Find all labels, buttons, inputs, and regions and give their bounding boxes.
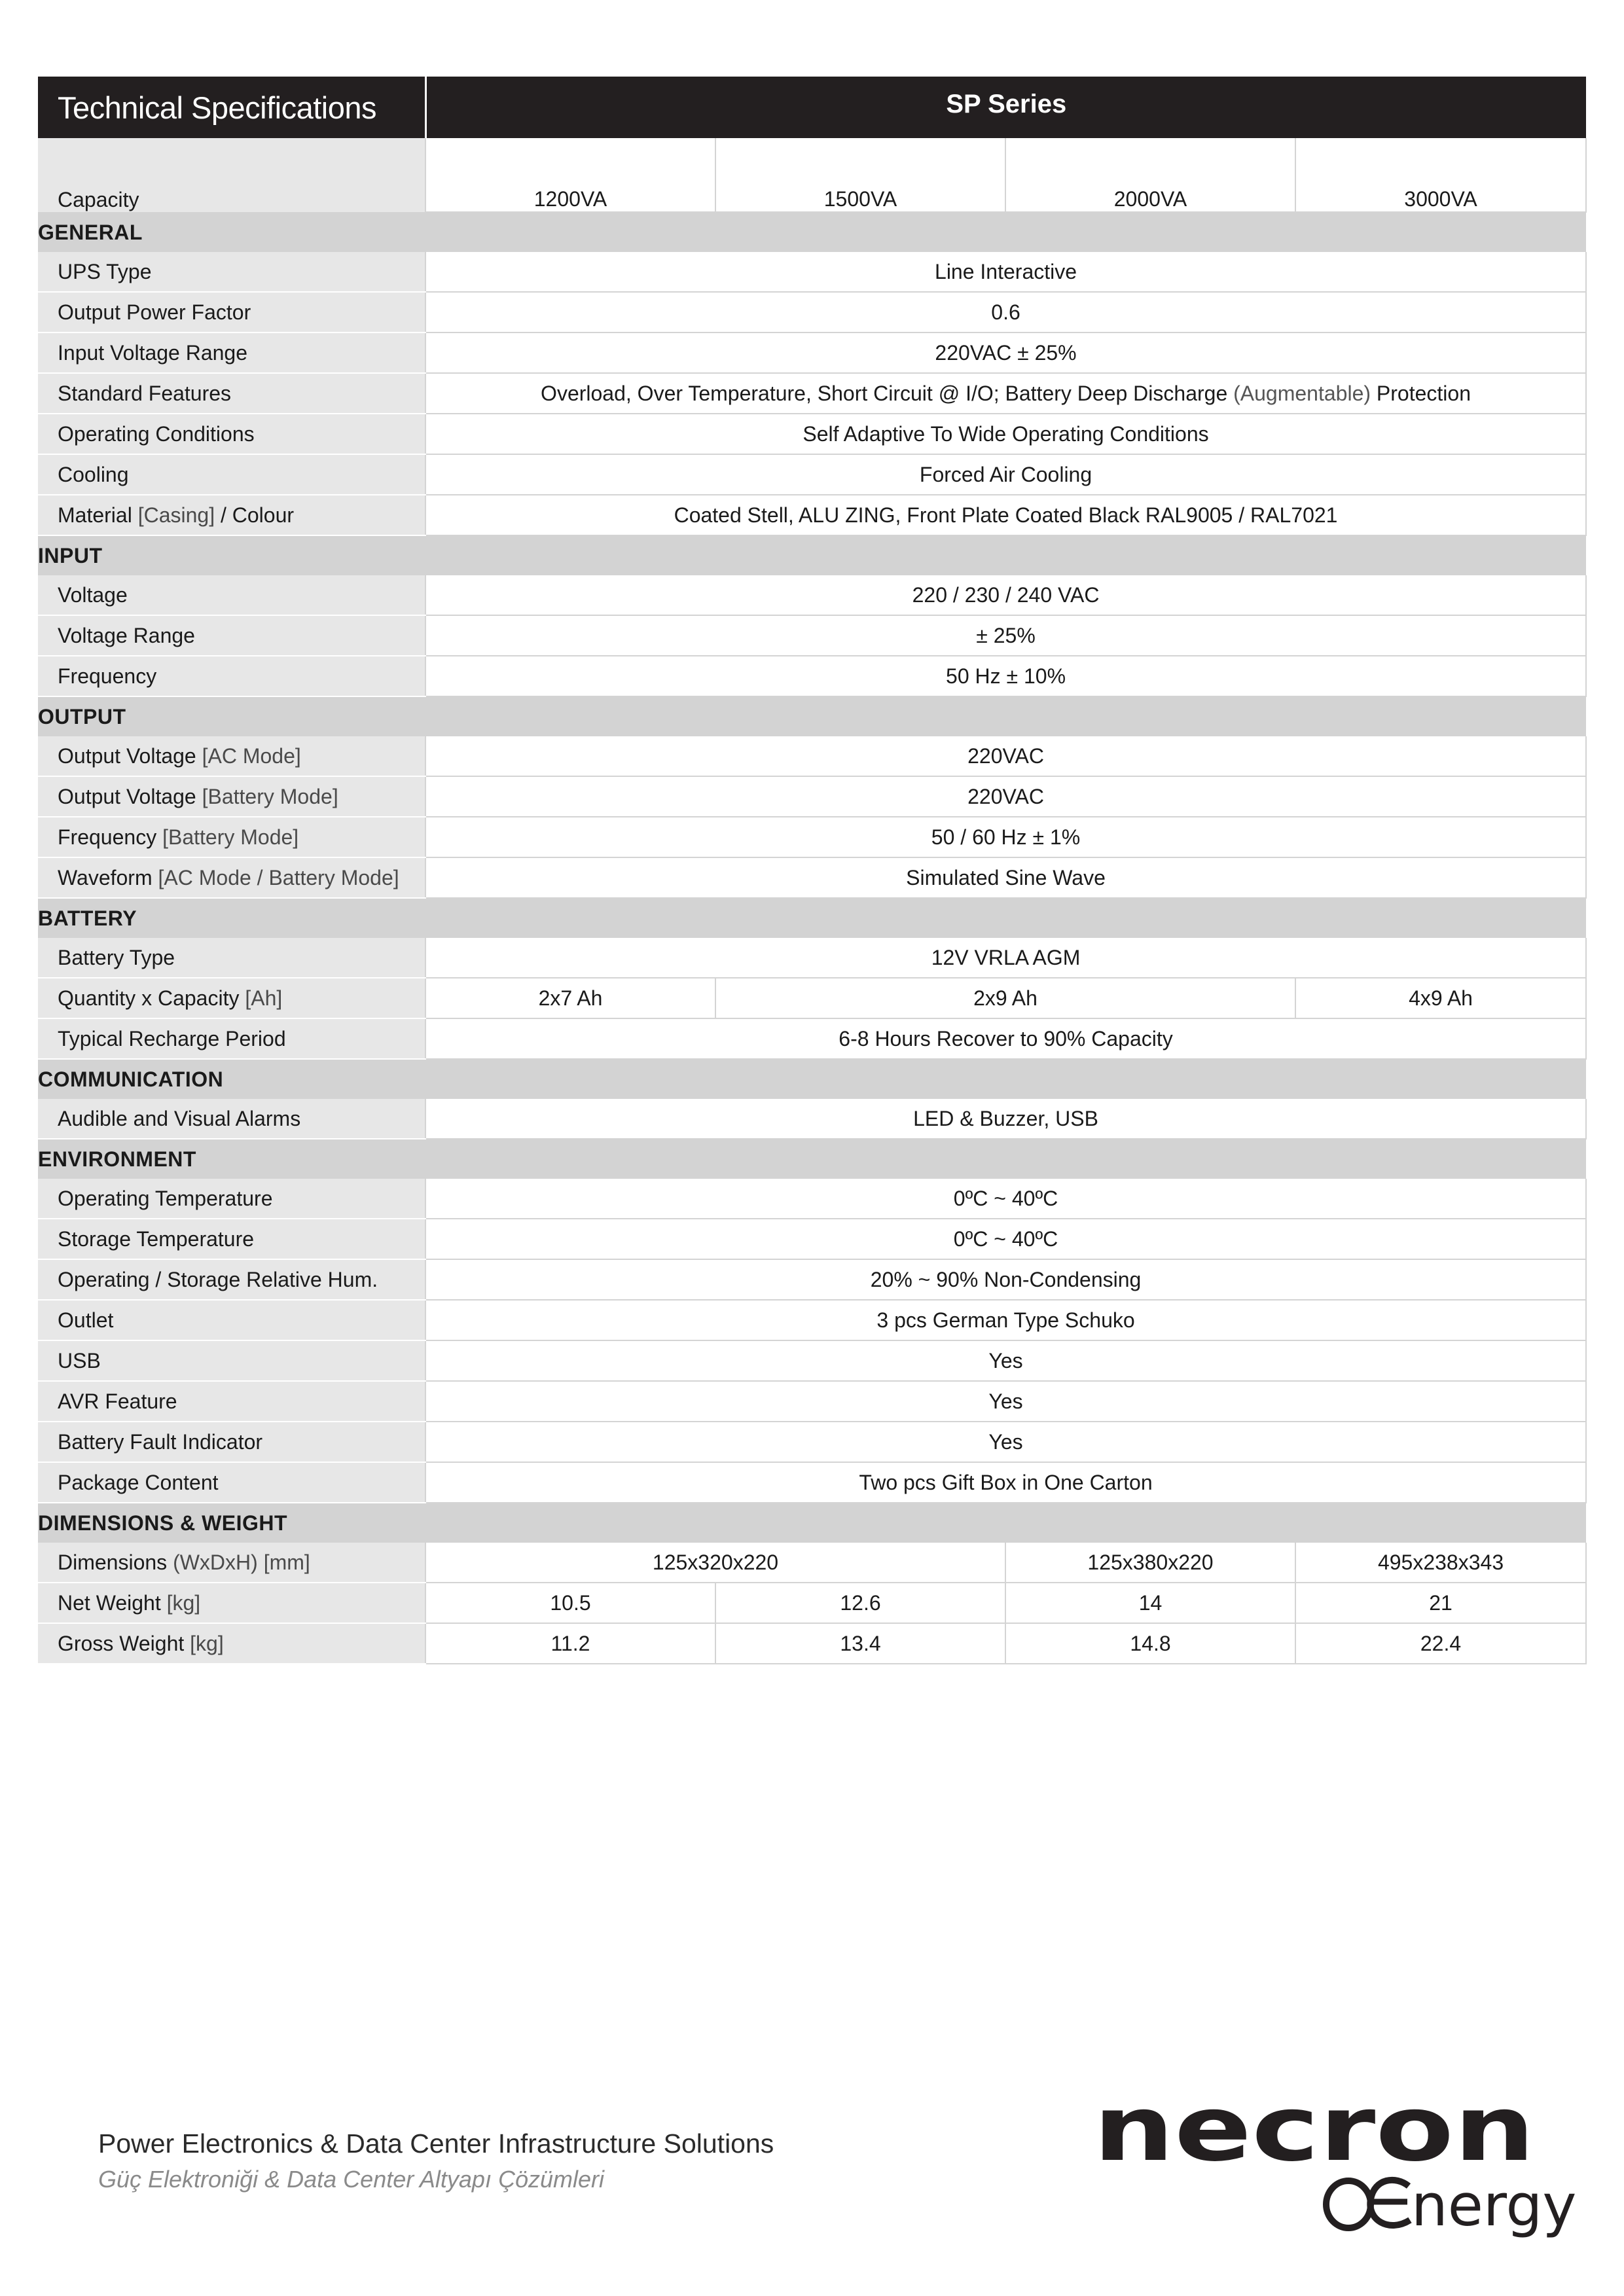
row-value: 4x9 Ah — [1295, 978, 1586, 1018]
row-value: 14 — [1005, 1583, 1295, 1623]
row-value: 6-8 Hours Recover to 90% Capacity — [425, 1018, 1586, 1059]
section-title: COMMUNICATION — [38, 1059, 1586, 1099]
capacity-row — [38, 138, 1586, 212]
row-value — [425, 373, 1586, 414]
label-part: Quantity x Capacity — [58, 986, 245, 1010]
table-row — [38, 1623, 1586, 1664]
model-1500va: 1500VA — [715, 138, 1005, 212]
value-part: Protection — [1371, 381, 1471, 405]
label-note: [AC Mode / Battery Mode] — [158, 865, 399, 889]
series-title: SP Series — [425, 77, 1586, 138]
row-label: Outlet — [38, 1300, 425, 1340]
row-value: 220VAC — [425, 776, 1586, 817]
row-label: USB — [38, 1340, 425, 1381]
row-value: LED & Buzzer, USB — [425, 1099, 1586, 1139]
row-value: Yes — [425, 1422, 1586, 1462]
label-part: Net Weight — [58, 1590, 167, 1615]
row-value: Yes — [425, 1340, 1586, 1381]
row-label — [38, 495, 425, 535]
label-note: [AC Mode] — [202, 744, 301, 768]
section-output — [38, 696, 1586, 736]
table-row — [38, 1422, 1586, 1462]
row-label: Frequency — [38, 656, 425, 696]
row-label: Storage Temperature — [38, 1219, 425, 1259]
section-input — [38, 535, 1586, 575]
section-environment — [38, 1139, 1586, 1179]
footer-tagline-tr: Güç Elektroniği & Data Center Altyapı Çözümleri — [98, 2166, 604, 2193]
row-value: 220 / 230 / 240 VAC — [425, 575, 1586, 615]
section-title: DIMENSIONS & WEIGHT — [38, 1503, 1586, 1543]
logo-suffix: nergy — [1411, 2172, 1577, 2239]
row-label: UPS Type — [38, 252, 425, 292]
section-communication — [38, 1059, 1586, 1099]
table-header — [38, 77, 1586, 138]
table-row — [38, 252, 1586, 292]
row-label — [38, 1623, 425, 1664]
model-3000va: 3000VA — [1295, 138, 1586, 212]
label-note: (WxDxH) [mm] — [173, 1550, 310, 1574]
table-row — [38, 938, 1586, 978]
row-value: 10.5 — [425, 1583, 715, 1623]
row-label: Output Power Factor — [38, 292, 425, 332]
row-label: Cooling — [38, 454, 425, 495]
spec-sheet — [38, 77, 1586, 1664]
section-battery — [38, 898, 1586, 938]
capacity-label: Capacity — [38, 138, 425, 212]
row-value: Simulated Sine Wave — [425, 857, 1586, 898]
row-value: 2x7 Ah — [425, 978, 715, 1018]
row-value: 3 pcs German Type Schuko — [425, 1300, 1586, 1340]
table-row — [38, 373, 1586, 414]
table-row — [38, 1018, 1586, 1059]
section-title: BATTERY — [38, 898, 1586, 938]
table-row — [38, 776, 1586, 817]
label-note: [kg] — [190, 1631, 224, 1655]
row-value: 21 — [1295, 1583, 1586, 1623]
logo-brand: necron — [1093, 2076, 1535, 2181]
infinity-e-icon — [1326, 2180, 1410, 2228]
table-row — [38, 736, 1586, 776]
row-value: 0ºC ~ 40ºC — [425, 1219, 1586, 1259]
label-note: [Battery Mode] — [202, 784, 338, 808]
model-2000va: 2000VA — [1005, 138, 1295, 212]
table-row — [38, 1381, 1586, 1422]
table-row — [38, 1099, 1586, 1139]
row-value: 13.4 — [715, 1623, 1005, 1664]
row-label: Package Content — [38, 1462, 425, 1503]
row-value: Two pcs Gift Box in One Carton — [425, 1462, 1586, 1503]
footer — [98, 2128, 774, 2193]
row-value: 50 Hz ± 10% — [425, 656, 1586, 696]
table-row — [38, 615, 1586, 656]
row-label: Input Voltage Range — [38, 332, 425, 373]
table-row — [38, 978, 1586, 1018]
row-value: 22.4 — [1295, 1623, 1586, 1664]
row-value: Line Interactive — [425, 252, 1586, 292]
footer-tagline: Power Electronics & Data Center Infrastructure Solutions — [98, 2128, 774, 2159]
row-value: 50 / 60 Hz ± 1% — [425, 817, 1586, 857]
table-row — [38, 656, 1586, 696]
table-row — [38, 1543, 1586, 1583]
row-value: 12.6 — [715, 1583, 1005, 1623]
table-row — [38, 575, 1586, 615]
value-part: Overload, Over Temperature, Short Circuit @ I/O; Battery Deep Discharge — [541, 381, 1234, 405]
section-title: INPUT — [38, 535, 1586, 575]
row-value: 125x380x220 — [1005, 1543, 1295, 1583]
table-row — [38, 292, 1586, 332]
row-value: 0.6 — [425, 292, 1586, 332]
label-part: Output Voltage — [58, 744, 202, 768]
row-label: AVR Feature — [38, 1381, 425, 1422]
value-note: (Augmentable) — [1233, 381, 1371, 405]
label-part: Gross Weight — [58, 1631, 190, 1655]
label-part: / Colour — [215, 503, 295, 527]
row-label: Typical Recharge Period — [38, 1018, 425, 1059]
row-label: Voltage Range — [38, 615, 425, 656]
table-row — [38, 1300, 1586, 1340]
table-row — [38, 1340, 1586, 1381]
row-value: 220VAC ± 25% — [425, 332, 1586, 373]
table-row — [38, 1179, 1586, 1219]
label-part: Material — [58, 503, 138, 527]
row-label: Operating Conditions — [38, 414, 425, 454]
table-row — [38, 1583, 1586, 1623]
row-label — [38, 978, 425, 1018]
row-label — [38, 736, 425, 776]
row-value: Yes — [425, 1381, 1586, 1422]
section-general — [38, 212, 1586, 252]
table-row — [38, 857, 1586, 898]
spec-table — [38, 77, 1587, 1664]
row-value: 11.2 — [425, 1623, 715, 1664]
table-row — [38, 817, 1586, 857]
row-label: Standard Features — [38, 373, 425, 414]
row-value: ± 25% — [425, 615, 1586, 656]
section-title: ENVIRONMENT — [38, 1139, 1586, 1179]
section-dimensions — [38, 1503, 1586, 1543]
label-note: [kg] — [166, 1590, 201, 1615]
label-part: Frequency — [58, 825, 163, 849]
row-label — [38, 1583, 425, 1623]
necron-energy-logo — [1093, 2076, 1577, 2245]
row-label: Battery Type — [38, 938, 425, 978]
row-value: Coated Stell, ALU ZING, Front Plate Coated Black RAL9005 / RAL7021 — [425, 495, 1586, 535]
model-1200va: 1200VA — [425, 138, 715, 212]
label-part: Output Voltage — [58, 784, 202, 808]
row-value: 125x320x220 — [425, 1543, 1005, 1583]
table-row — [38, 332, 1586, 373]
table-row — [38, 1259, 1586, 1300]
row-value: 2x9 Ah — [715, 978, 1295, 1018]
row-value: 20% ~ 90% Non-Condensing — [425, 1259, 1586, 1300]
row-value: 220VAC — [425, 736, 1586, 776]
label-note: [Ah] — [245, 986, 283, 1010]
table-row — [38, 1462, 1586, 1503]
section-title: GENERAL — [38, 212, 1586, 252]
row-label: Operating Temperature — [38, 1179, 425, 1219]
row-value: 0ºC ~ 40ºC — [425, 1179, 1586, 1219]
row-label — [38, 817, 425, 857]
label-part: Waveform — [58, 865, 158, 889]
table-row — [38, 454, 1586, 495]
table-row — [38, 495, 1586, 535]
row-value: 14.8 — [1005, 1623, 1295, 1664]
row-label — [38, 776, 425, 817]
row-label — [38, 1543, 425, 1583]
label-note: [Battery Mode] — [162, 825, 299, 849]
row-label — [38, 857, 425, 898]
label-part: Dimensions — [58, 1550, 173, 1574]
row-label: Battery Fault Indicator — [38, 1422, 425, 1462]
row-label: Operating / Storage Relative Hum. — [38, 1259, 425, 1300]
row-value: Forced Air Cooling — [425, 454, 1586, 495]
page-title: Technical Specifications — [38, 77, 425, 138]
table-row — [38, 414, 1586, 454]
row-value: 495x238x343 — [1295, 1543, 1586, 1583]
row-value: 12V VRLA AGM — [425, 938, 1586, 978]
row-label: Voltage — [38, 575, 425, 615]
section-title: OUTPUT — [38, 696, 1586, 736]
table-row — [38, 1219, 1586, 1259]
row-value: Self Adaptive To Wide Operating Conditions — [425, 414, 1586, 454]
label-note: [Casing] — [137, 503, 215, 527]
row-label: Audible and Visual Alarms — [38, 1099, 425, 1139]
